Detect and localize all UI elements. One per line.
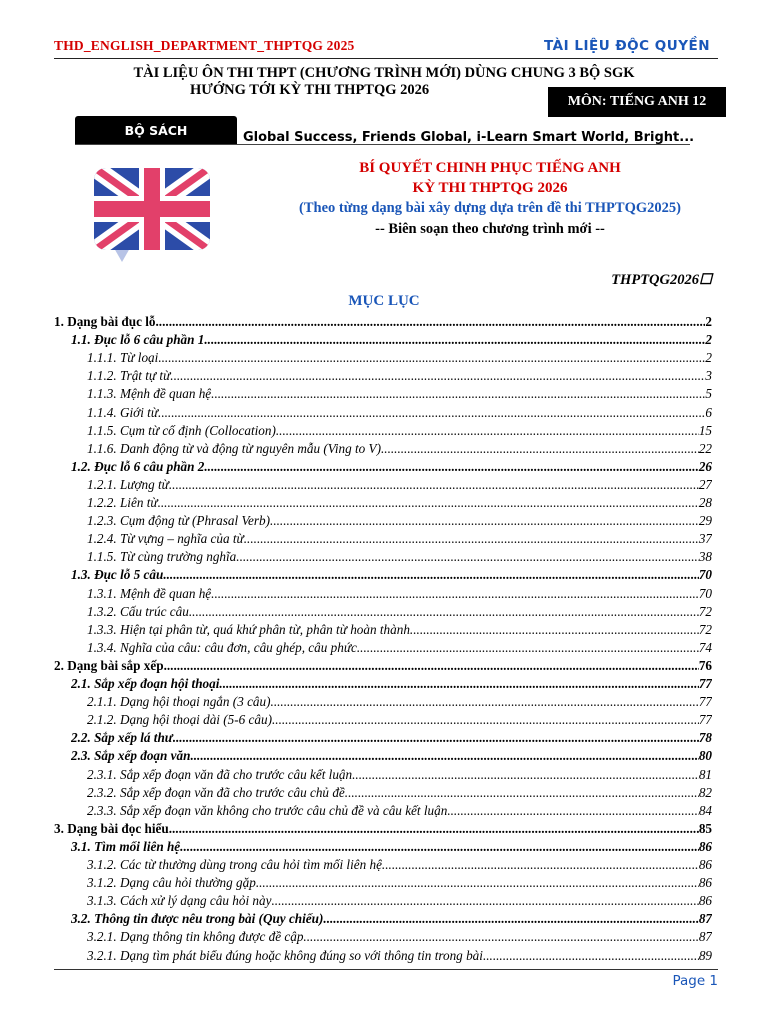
toc-entry[interactable] bbox=[87, 530, 712, 548]
toc-entry-label: 1.3.2. Cấu trúc câu bbox=[87, 603, 189, 619]
toc-leader-dots bbox=[357, 639, 699, 657]
toc-entry-label: 1.3.4. Nghĩa của câu: câu đơn, câu ghép, câu phức bbox=[87, 639, 357, 655]
toc-entry-page: 2 bbox=[705, 332, 712, 348]
toc-entry-label: 1.3.3. Hiện tại phân từ, quá khứ phân từ, phân từ hoàn thành bbox=[87, 621, 410, 637]
uk-flag-speech-bubble-icon bbox=[92, 166, 212, 264]
toc-entry-page: 27 bbox=[698, 476, 712, 492]
document-title-line2: HƯỚNG TỚI KỲ THI THPTQG 2026 bbox=[190, 82, 430, 98]
subject-label: MÔN: TIẾNG ANH 12 bbox=[548, 87, 726, 117]
toc-entry[interactable] bbox=[87, 874, 712, 892]
toc-entry[interactable] bbox=[71, 675, 712, 693]
toc-leader-dots bbox=[270, 512, 699, 530]
toc-entry-page: 77 bbox=[698, 694, 712, 710]
toc-leader-dots bbox=[163, 566, 699, 584]
toc-entry[interactable] bbox=[71, 331, 712, 349]
header-left: THD_ENGLISH_DEPARTMENT_THPTQG 2025 bbox=[54, 38, 355, 53]
toc-entry[interactable] bbox=[87, 603, 712, 621]
toc-leader-dots bbox=[170, 367, 705, 385]
toc-entry-page: 86 bbox=[698, 857, 712, 872]
toc-entry-label: 2.3.2. Sắp xếp đoạn văn đã cho trước câu chủ đề bbox=[87, 784, 345, 800]
toc-entry-label: 3.1.2. Dạng câu hỏi thường gặp bbox=[87, 875, 256, 891]
toc-entry[interactable] bbox=[87, 404, 712, 422]
toc-leader-dots bbox=[271, 892, 698, 910]
toc-entry-label: 3. Dạng bài đọc hiểu bbox=[54, 820, 169, 836]
toc-leader-dots bbox=[158, 349, 705, 367]
toc-entry-page: 38 bbox=[698, 549, 712, 565]
toc-entry[interactable] bbox=[87, 947, 712, 965]
toc-entry-label: 1.1.5. Cụm từ cố định (Collocation) bbox=[87, 422, 276, 438]
toc-leader-dots bbox=[272, 711, 699, 729]
promo-line1: BÍ QUYẾT CHINH PHỤC TIẾNG ANH bbox=[359, 160, 621, 176]
toc-entry-label: 2.3.1. Sắp xếp đoạn văn đã cho trước câu kết luận bbox=[87, 766, 353, 782]
toc-leader-dots bbox=[352, 766, 699, 784]
toc-entry-page: 87 bbox=[698, 911, 712, 927]
toc-entry-label: 1.1.5. Từ cùng trường nghĩa bbox=[87, 549, 237, 565]
toc-entry-label: 1.2.4. Từ vựng – nghĩa của từ bbox=[87, 531, 244, 547]
toc-entry-label: 1.1.2. Trật tự từ bbox=[87, 368, 171, 384]
toc-entry-label: 1.1. Đục lỗ 6 câu phần 1 bbox=[71, 332, 205, 348]
toc-entry-label: 1.2. Đục lỗ 6 câu phần 2 bbox=[71, 458, 205, 474]
promo-line2: KỲ THI THPTQG 2026 bbox=[412, 180, 568, 196]
toc-entry-page: 76 bbox=[698, 657, 712, 673]
toc-entry-label: 1.2.2. Liên từ bbox=[87, 495, 158, 510]
toc-entry-page: 22 bbox=[698, 440, 712, 456]
toc-entry-page: 70 bbox=[698, 585, 712, 601]
toc-entry[interactable] bbox=[71, 566, 712, 584]
toc-leader-dots bbox=[156, 313, 706, 331]
toc-leader-dots bbox=[189, 603, 699, 621]
toc-entry[interactable] bbox=[54, 820, 712, 838]
toc-leader-dots bbox=[381, 440, 699, 458]
toc-entry-label: 3.2. Thông tin được nêu trong bài (Quy chiếu) bbox=[71, 911, 324, 927]
books-tab: BỘ SÁCH bbox=[75, 116, 237, 144]
toc-entry[interactable] bbox=[87, 349, 712, 367]
toc-entry-label: 1.1.4. Giới từ bbox=[87, 404, 159, 420]
toc-entry-label: 1. Dạng bài đục lỗ bbox=[54, 314, 156, 329]
toc-entry-page: 5 bbox=[705, 386, 712, 402]
toc-entry-label: 3.1. Tìm mối liên hệ bbox=[71, 838, 181, 854]
toc-entry-label: 2.1.1. Dạng hội thoại ngắn (3 câu) bbox=[87, 694, 271, 710]
footer-divider bbox=[54, 969, 718, 970]
toc-entry-label: 1.3.1. Mệnh đề quan hệ bbox=[87, 585, 212, 601]
toc-leader-dots bbox=[219, 675, 698, 693]
toc-entry[interactable] bbox=[71, 458, 712, 476]
toc-entry-page: 78 bbox=[698, 730, 712, 746]
toc-entry-page: 82 bbox=[698, 784, 712, 800]
toc-entry-label: 1.1.3. Mệnh đề quan hệ bbox=[87, 386, 212, 402]
toc-entry-label: 2.1. Sắp xếp đoạn hội thoại bbox=[71, 676, 220, 691]
toc-entry-label: 1.1.6. Danh động từ và động từ nguyên mẫu (Ving to V) bbox=[87, 440, 381, 456]
toc-entry[interactable] bbox=[54, 657, 712, 675]
toc-leader-dots bbox=[244, 530, 699, 548]
toc-entry-page: 26 bbox=[698, 458, 712, 474]
toc-leader-dots bbox=[211, 385, 705, 403]
toc-entry[interactable] bbox=[71, 747, 712, 765]
toc-entry-label: 3.1.3. Cách xử lý dạng câu hỏi này bbox=[87, 893, 272, 909]
toc-entry-label: 2. Dạng bài sắp xếp bbox=[54, 657, 164, 673]
toc-leader-dots bbox=[180, 838, 699, 856]
toc-entry[interactable] bbox=[87, 476, 712, 494]
toc-entry-page: 77 bbox=[698, 712, 712, 728]
toc-entry-page: 87 bbox=[698, 929, 712, 945]
toc-entry[interactable] bbox=[87, 512, 712, 530]
toc-leader-dots bbox=[158, 494, 699, 512]
toc-leader-dots bbox=[164, 657, 699, 675]
toc-leader-dots bbox=[382, 856, 699, 874]
toc-entry-page: 72 bbox=[698, 621, 712, 637]
toc-entry-page: 15 bbox=[698, 422, 712, 438]
toc-entry-page: 70 bbox=[698, 567, 712, 583]
toc-entry-page: 84 bbox=[698, 802, 712, 818]
toc-entry[interactable] bbox=[87, 422, 712, 440]
toc-entry[interactable] bbox=[71, 838, 712, 856]
toc-entry-label: 2.3. Sắp xếp đoạn văn bbox=[71, 748, 191, 764]
toc-entry-page: 6 bbox=[705, 404, 712, 420]
toc-entry-page: 86 bbox=[698, 838, 712, 854]
toc-leader-dots bbox=[303, 928, 698, 946]
toc-entry-page: 81 bbox=[698, 766, 712, 782]
toc-entry[interactable] bbox=[54, 313, 712, 331]
toc-entry[interactable] bbox=[87, 440, 712, 458]
toc-entry-page: 2 bbox=[705, 350, 712, 366]
toc-entry[interactable] bbox=[87, 856, 712, 874]
toc-entry[interactable] bbox=[71, 729, 712, 747]
toc-entry[interactable] bbox=[87, 711, 712, 729]
toc-entry[interactable] bbox=[87, 585, 712, 603]
toc-entry-page: 86 bbox=[698, 893, 712, 909]
toc-entry[interactable] bbox=[87, 784, 712, 802]
toc-leader-dots bbox=[204, 458, 698, 476]
toc-entry-page: 3 bbox=[705, 368, 712, 384]
toc-entry[interactable] bbox=[87, 892, 712, 910]
toc-entry-page: 89 bbox=[698, 947, 712, 963]
toc-entry-label: 2.3.3. Sắp xếp đoạn văn không cho trước câu chủ đề và câu kết luận bbox=[87, 802, 448, 818]
toc-leader-dots bbox=[410, 621, 699, 639]
exam-tag: THPTQG2026☐ bbox=[611, 272, 712, 288]
toc-leader-dots bbox=[271, 693, 699, 711]
toc-leader-dots bbox=[169, 820, 699, 838]
toc-entry[interactable] bbox=[87, 621, 712, 639]
toc-leader-dots bbox=[447, 802, 699, 820]
toc-entry-label: 3.2.1. Dạng tìm phát biểu đúng hoặc không đúng so với thông tin trong bài bbox=[87, 947, 483, 963]
header-divider bbox=[54, 58, 718, 59]
header-right: TÀI LIỆU ĐỘC QUYỀN bbox=[544, 38, 710, 54]
toc-entry-label: 2.2. Sắp xếp lá thư bbox=[71, 730, 173, 746]
toc-entry-page: 74 bbox=[698, 639, 712, 655]
toc-entry-page: 2 bbox=[705, 314, 712, 329]
promo-line4: -- Biên soạn theo chương trình mới -- bbox=[375, 221, 605, 237]
books-list: Global Success, Friends Global, i-Learn Smart World, Bright... bbox=[243, 130, 695, 145]
toc-leader-dots bbox=[158, 404, 705, 422]
toc-title: MỤC LỤC bbox=[348, 293, 420, 309]
toc-leader-dots bbox=[345, 784, 699, 802]
toc-entry-page: 77 bbox=[698, 676, 712, 691]
toc-leader-dots bbox=[256, 874, 699, 892]
toc-leader-dots bbox=[173, 729, 699, 747]
toc-entry[interactable] bbox=[87, 928, 712, 946]
toc-entry-label: 1.2.1. Lượng từ bbox=[87, 476, 169, 492]
toc-entry[interactable] bbox=[87, 766, 712, 784]
toc-leader-dots bbox=[236, 548, 699, 566]
toc-entry[interactable] bbox=[87, 367, 712, 385]
toc-entry-page: 28 bbox=[698, 495, 712, 510]
toc-entry[interactable] bbox=[71, 910, 712, 928]
toc-entry-page: 85 bbox=[698, 820, 712, 836]
toc-entry-page: 80 bbox=[698, 748, 712, 764]
toc-entry-label: 1.3. Đục lỗ 5 câu bbox=[71, 567, 164, 583]
toc-leader-dots bbox=[276, 422, 699, 440]
toc-leader-dots bbox=[190, 747, 698, 765]
toc-entry-label: 1.2.3. Cụm động từ (Phrasal Verb) bbox=[87, 513, 271, 529]
toc-entry-label: 2.1.2. Dạng hội thoại dài (5-6 câu) bbox=[87, 712, 272, 728]
toc-entry-page: 29 bbox=[698, 513, 712, 529]
toc-entry[interactable] bbox=[87, 693, 712, 711]
document-title-line1: TÀI LIỆU ÔN THI THPT (CHƯƠNG TRÌNH MỚI) DÙNG CHUNG 3 BỘ SGK bbox=[133, 65, 635, 81]
toc-leader-dots bbox=[483, 947, 699, 965]
toc-entry-page: 72 bbox=[698, 603, 712, 619]
toc-leader-dots bbox=[169, 476, 699, 494]
toc-entry-label: 3.2.1. Dạng thông tin không được đề cập bbox=[87, 929, 304, 945]
toc-entry[interactable] bbox=[87, 385, 712, 403]
toc-leader-dots bbox=[211, 585, 699, 603]
toc-entry-label: 3.1.2. Các từ thường dùng trong câu hỏi tìm mối liên hệ bbox=[87, 857, 382, 872]
toc-entry-page: 86 bbox=[698, 875, 712, 891]
toc-entry[interactable] bbox=[87, 802, 712, 820]
toc-entry[interactable] bbox=[87, 494, 712, 512]
toc-leader-dots bbox=[323, 910, 698, 928]
toc-entry[interactable] bbox=[87, 548, 712, 566]
toc-entry[interactable] bbox=[87, 639, 712, 657]
promo-line3: (Theo từng dạng bài xây dựng dựa trên đề thi THPTQG2025) bbox=[299, 200, 681, 216]
toc-entry-page: 37 bbox=[698, 531, 712, 547]
toc-leader-dots bbox=[204, 331, 705, 349]
toc-entry-label: 1.1.1. Từ loại bbox=[87, 350, 159, 366]
page-number: Page 1 bbox=[672, 973, 718, 989]
